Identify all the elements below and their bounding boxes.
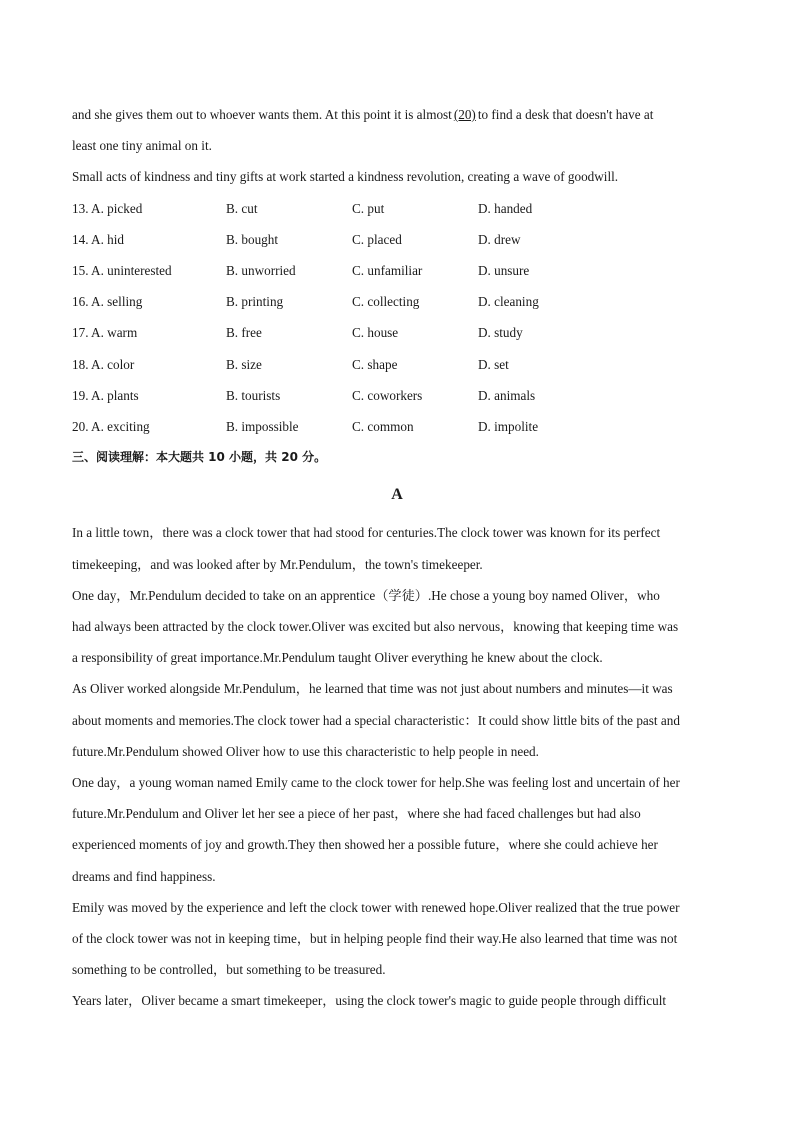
option-b: B. bought — [226, 231, 279, 247]
passage-line: One day，a young woman named Emily came to the clock tower for help.She was feeling lost and uncertain of her — [72, 774, 680, 790]
document-page — [72, 99, 722, 1017]
option-c: C. common — [352, 418, 414, 434]
option-c: C. collecting — [352, 294, 420, 310]
option-d: D. drew — [478, 231, 521, 247]
passage-line: experienced moments of joy and growth.They then showed her a possible future，where she could achieve her — [72, 837, 658, 853]
option-a: 17. A. warm — [72, 325, 138, 341]
passage-line: had always been attracted by the clock tower.Oliver was excited but also nervous，knowing that keeping time was — [72, 618, 679, 634]
option-a: 14. A. hid — [72, 231, 125, 247]
passage-title: A — [391, 486, 403, 504]
question-row — [72, 317, 722, 348]
question-row — [72, 380, 722, 411]
question-options — [72, 193, 722, 443]
passage-line: In a little town，there was a clock tower that had stood for centuries.The clock tower was known for its perfect — [72, 525, 661, 541]
question-row — [72, 411, 722, 442]
option-a: 16. A. selling — [72, 294, 143, 310]
option-c: C. put — [352, 200, 385, 216]
question-row — [72, 224, 722, 255]
option-d: D. cleaning — [478, 294, 539, 310]
answer-blank-20: (20) — [453, 107, 476, 122]
option-b: B. free — [226, 325, 262, 341]
intro-text: to find a desk that doesn't have at — [477, 107, 654, 122]
option-d: D. study — [478, 325, 523, 341]
passage-line: Years later，Oliver became a smart timekeeper，using the clock tower's magic to guide people through difficult — [72, 993, 667, 1009]
option-a: 15. A. uninterested — [72, 262, 172, 278]
passage-line: dreams and find happiness. — [72, 868, 216, 884]
option-c: C. house — [352, 325, 399, 341]
option-b: B. tourists — [226, 387, 281, 403]
option-b: B. unworried — [226, 262, 296, 278]
option-b: B. size — [226, 356, 262, 372]
question-row — [72, 193, 722, 224]
passage-line: timekeeping，and was looked after by Mr.Pendulum，the town's timekeeper. — [72, 556, 483, 572]
passage-line: of the clock tower was not in keeping time，but in helping people find their way.He also learned that time was not — [72, 930, 678, 946]
option-a: 18. A. color — [72, 356, 135, 372]
passage-line: future.Mr.Pendulum and Oliver let her see a piece of her past，where she had faced challenges but had also — [72, 806, 641, 822]
passage-body — [72, 517, 722, 1016]
option-b: B. printing — [226, 294, 284, 310]
option-c: C. shape — [352, 356, 398, 372]
passage-line: a responsibility of great importance.Mr.Pendulum taught Oliver everything he knew about the clock. — [72, 650, 603, 666]
passage-line: about moments and memories.The clock tower had a special characteristic：It could show little bits of the past and — [72, 712, 680, 728]
option-a: 20. A. exciting — [72, 418, 150, 434]
passage-line: One day，Mr.Pendulum decided to take on an apprentice（学徒）.He chose a young boy named Oliver，who — [72, 587, 660, 603]
question-row — [72, 286, 722, 317]
section-heading: 三、阅读理解：本大题共 10 小题，共 20 分。 — [72, 450, 327, 465]
intro-line: Small acts of kindness and tiny gifts at work started a kindness revolution, creating a wave of goodwill. — [72, 169, 619, 185]
option-b: B. cut — [226, 200, 258, 216]
passage-line: something to be controlled，but something to be treasured. — [72, 962, 386, 978]
option-b: B. impossible — [226, 418, 299, 434]
option-d: D. impolite — [478, 418, 539, 434]
option-a: 19. A. plants — [72, 387, 139, 403]
passage-line: As Oliver worked alongside Mr.Pendulum，he learned that time was not just about numbers and minutes—it was — [72, 681, 673, 697]
option-d: D. handed — [478, 200, 533, 216]
option-d: D. animals — [478, 387, 536, 403]
question-row — [72, 255, 722, 286]
option-c: C. placed — [352, 231, 402, 247]
option-c: C. unfamiliar — [352, 262, 423, 278]
intro-line: least one tiny animal on it. — [72, 138, 212, 154]
passage-line: Emily was moved by the experience and left the clock tower with renewed hope.Oliver realized that the true power — [72, 899, 680, 915]
question-row — [72, 349, 722, 380]
option-a: 13. A. picked — [72, 200, 143, 216]
intro-line — [72, 99, 722, 130]
passage-line: future.Mr.Pendulum showed Oliver how to use this characteristic to help people in need. — [72, 743, 539, 759]
option-c: C. coworkers — [352, 387, 423, 403]
option-d: D. set — [478, 356, 509, 372]
intro-text: and she gives them out to whoever wants them. At this point it is almost — [72, 107, 452, 122]
option-d: D. unsure — [478, 262, 530, 278]
